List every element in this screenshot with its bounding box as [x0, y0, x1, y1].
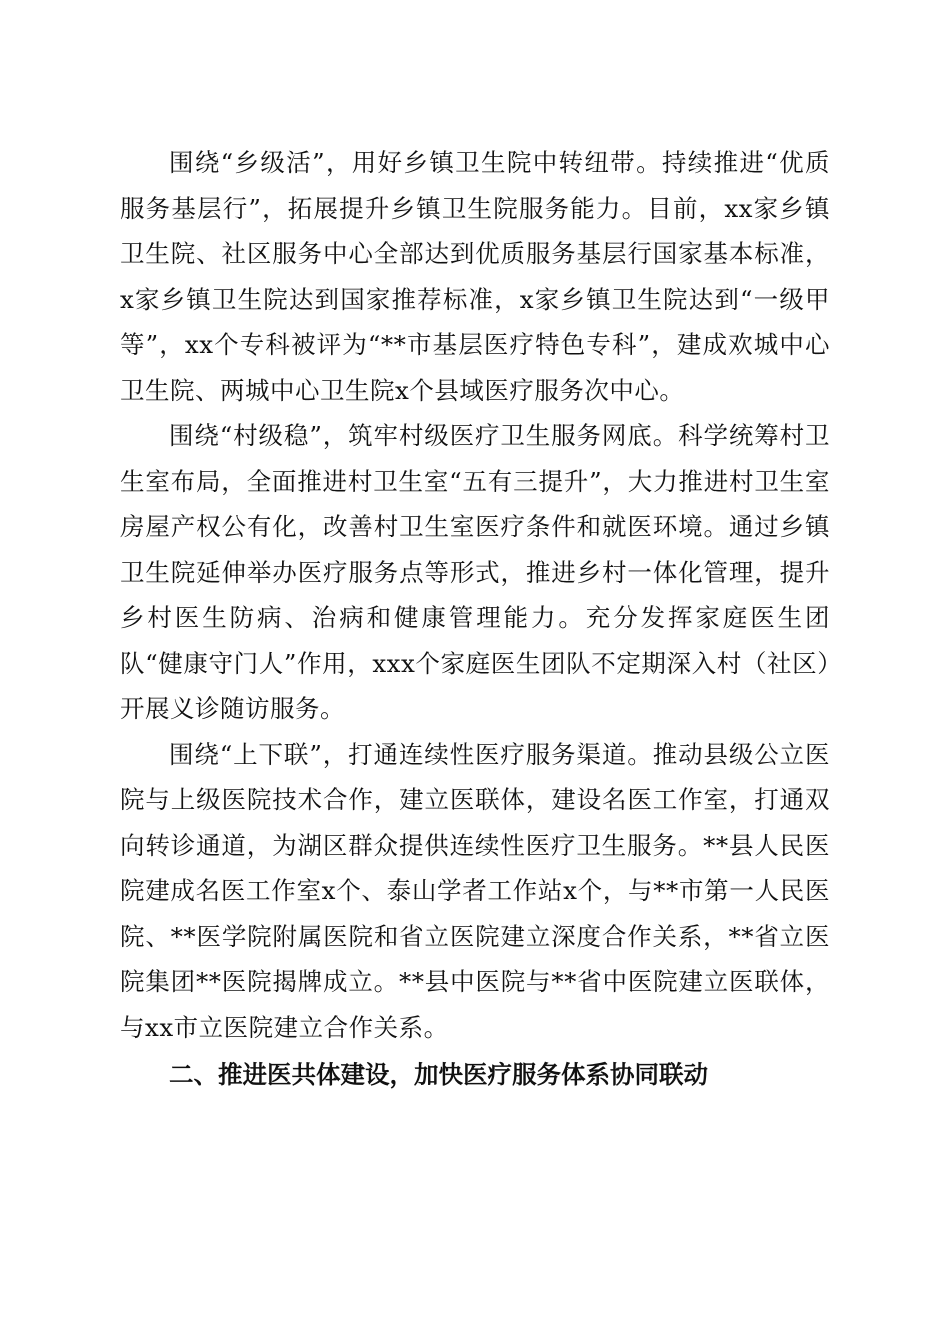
- paragraph-village-health: 围绕“村级稳”，筑牢村级医疗卫生服务网底。科学统筹村卫生室布局，全面推进村卫生室“五有三提升”，大力推进村卫生室房屋产权公有化，改善村卫生室医疗条件和就医环境。通过乡镇卫生院延伸举办医疗服务点等形式，推进乡村一体化管理，提升乡村医生防病、治病和健康管理能力。充分发挥家庭医生团队“健康守门人”作用，xxx个家庭医生团队不定期深入村（社区）开展义诊随访服务。: [120, 421, 830, 723]
- paragraph-upper-lower-link: 围绕“上下联”，打通连续性医疗服务渠道。推动县级公立医院与上级医院技术合作，建立医联体，建设名医工作室，打通双向转诊通道，为湖区群众提供连续性医疗卫生服务。**县人民医院建成名医工作室x个、泰山学者工作站x个，与**市第一人民医院、**医学院附属医院和省立医院建立深度合作关系，**省立医院集团**医院揭牌成立。**县中医院与**省中医院建立医联体，与xx市立医院建立合作关系。: [120, 739, 830, 1042]
- section-heading: 二、推进医共体建设，加快医疗服务体系协同联动: [169, 1060, 708, 1089]
- paragraph-township-health: 围绕“乡级活”，用好乡镇卫生院中转纽带。持续推进“优质服务基层行”，拓展提升乡镇卫生院服务能力。目前，xx家乡镇卫生院、社区服务中心全部达到优质服务基层行国家基本标准，x家乡镇卫生院达到国家推荐标准，x家乡镇卫生院达到“一级甲等”，xx个专科被评为“**市基层医疗特色专科”，建成欢城中心卫生院、两城中心卫生院x个县域医疗服务次中心。: [120, 148, 830, 405]
- document-body: [120, 140, 830, 1098]
